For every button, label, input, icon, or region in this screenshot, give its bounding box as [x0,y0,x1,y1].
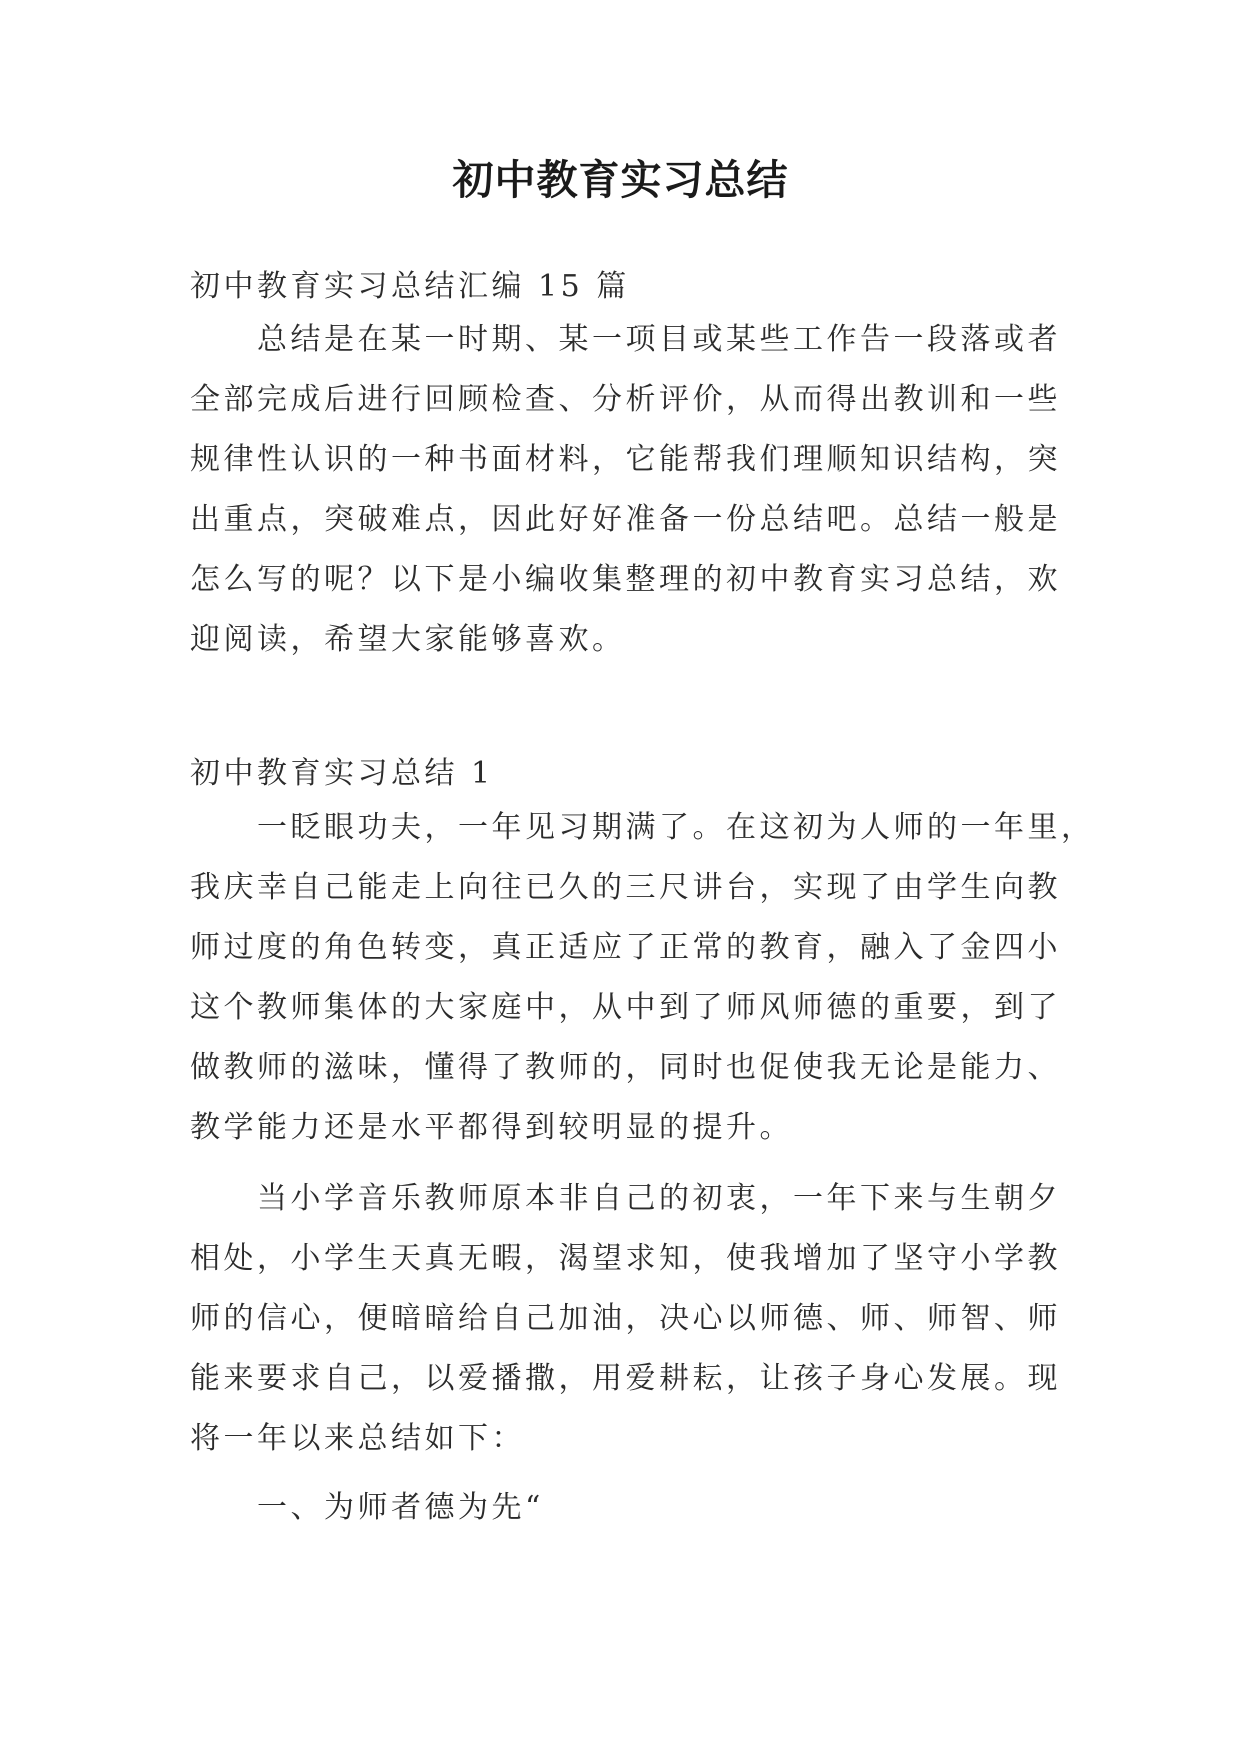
text-line: 规律性认识的一种书面材料，它能帮我们理顺知识结构，突 [190,442,1061,477]
section-heading-block [190,744,1055,804]
text-line: 做教师的滋味，懂得了教师的，同时也促使我无论是能力、 [190,1050,1061,1085]
paragraph-2 [190,1169,1061,1469]
text-line: 相处，小学生天真无暇，渴望求知，使我增加了坚守小学教 [190,1241,1061,1276]
text-line: 我庆幸自己能走上向往已久的三尺讲台，实现了由学生向教 [190,870,1061,905]
text-line: 全部完成后进行回顾检查、分析评价，从而得出教训和一些 [190,382,1061,417]
text-line: 能来要求自己，以爱播撒，用爱耕耘，让孩子身心发展。现 [190,1361,1061,1396]
text-line: 一、为师者德为先“ [257,1490,544,1525]
document-title: 初中教育实习总结 [452,156,789,204]
text-line: 当小学音乐教师原本非自己的初衷，一年下来与生朝夕 [257,1181,1061,1216]
subtitle-block [190,257,1055,317]
text-line: 将一年以来总结如下： [190,1421,525,1456]
intro-paragraph [190,310,1061,670]
text-line: 师的信心，便暗暗给自己加油，决心以师德、师、师智、师 [190,1301,1061,1336]
paragraph-1 [190,798,1095,1158]
text-line: 教学能力还是水平都得到较明显的提升。 [190,1110,793,1145]
text-line: 总结是在某一时期、某一项目或某些工作告一段落或者 [257,322,1061,357]
document-subtitle: 初中教育实习总结汇编 15 篇 [190,269,630,304]
text-line: 怎么写的呢？以下是小编收集整理的初中教育实习总结，欢 [190,562,1061,597]
section-heading: 初中教育实习总结 1 [190,756,494,791]
text-line: 迎阅读，希望大家能够喜欢。 [190,622,626,657]
text-line: 这个教师集体的大家庭中，从中到了师风师德的重要，到了 [190,990,1061,1025]
text-line: 一眨眼功夫，一年见习期满了。在这初为人师的一年里， [257,810,1095,845]
text-line: 出重点，突破难点，因此好好准备一份总结吧。总结一般是 [190,502,1061,537]
paragraph-3 [190,1478,1055,1538]
text-line: 师过度的角色转变，真正适应了正常的教育，融入了金四小 [190,930,1061,965]
